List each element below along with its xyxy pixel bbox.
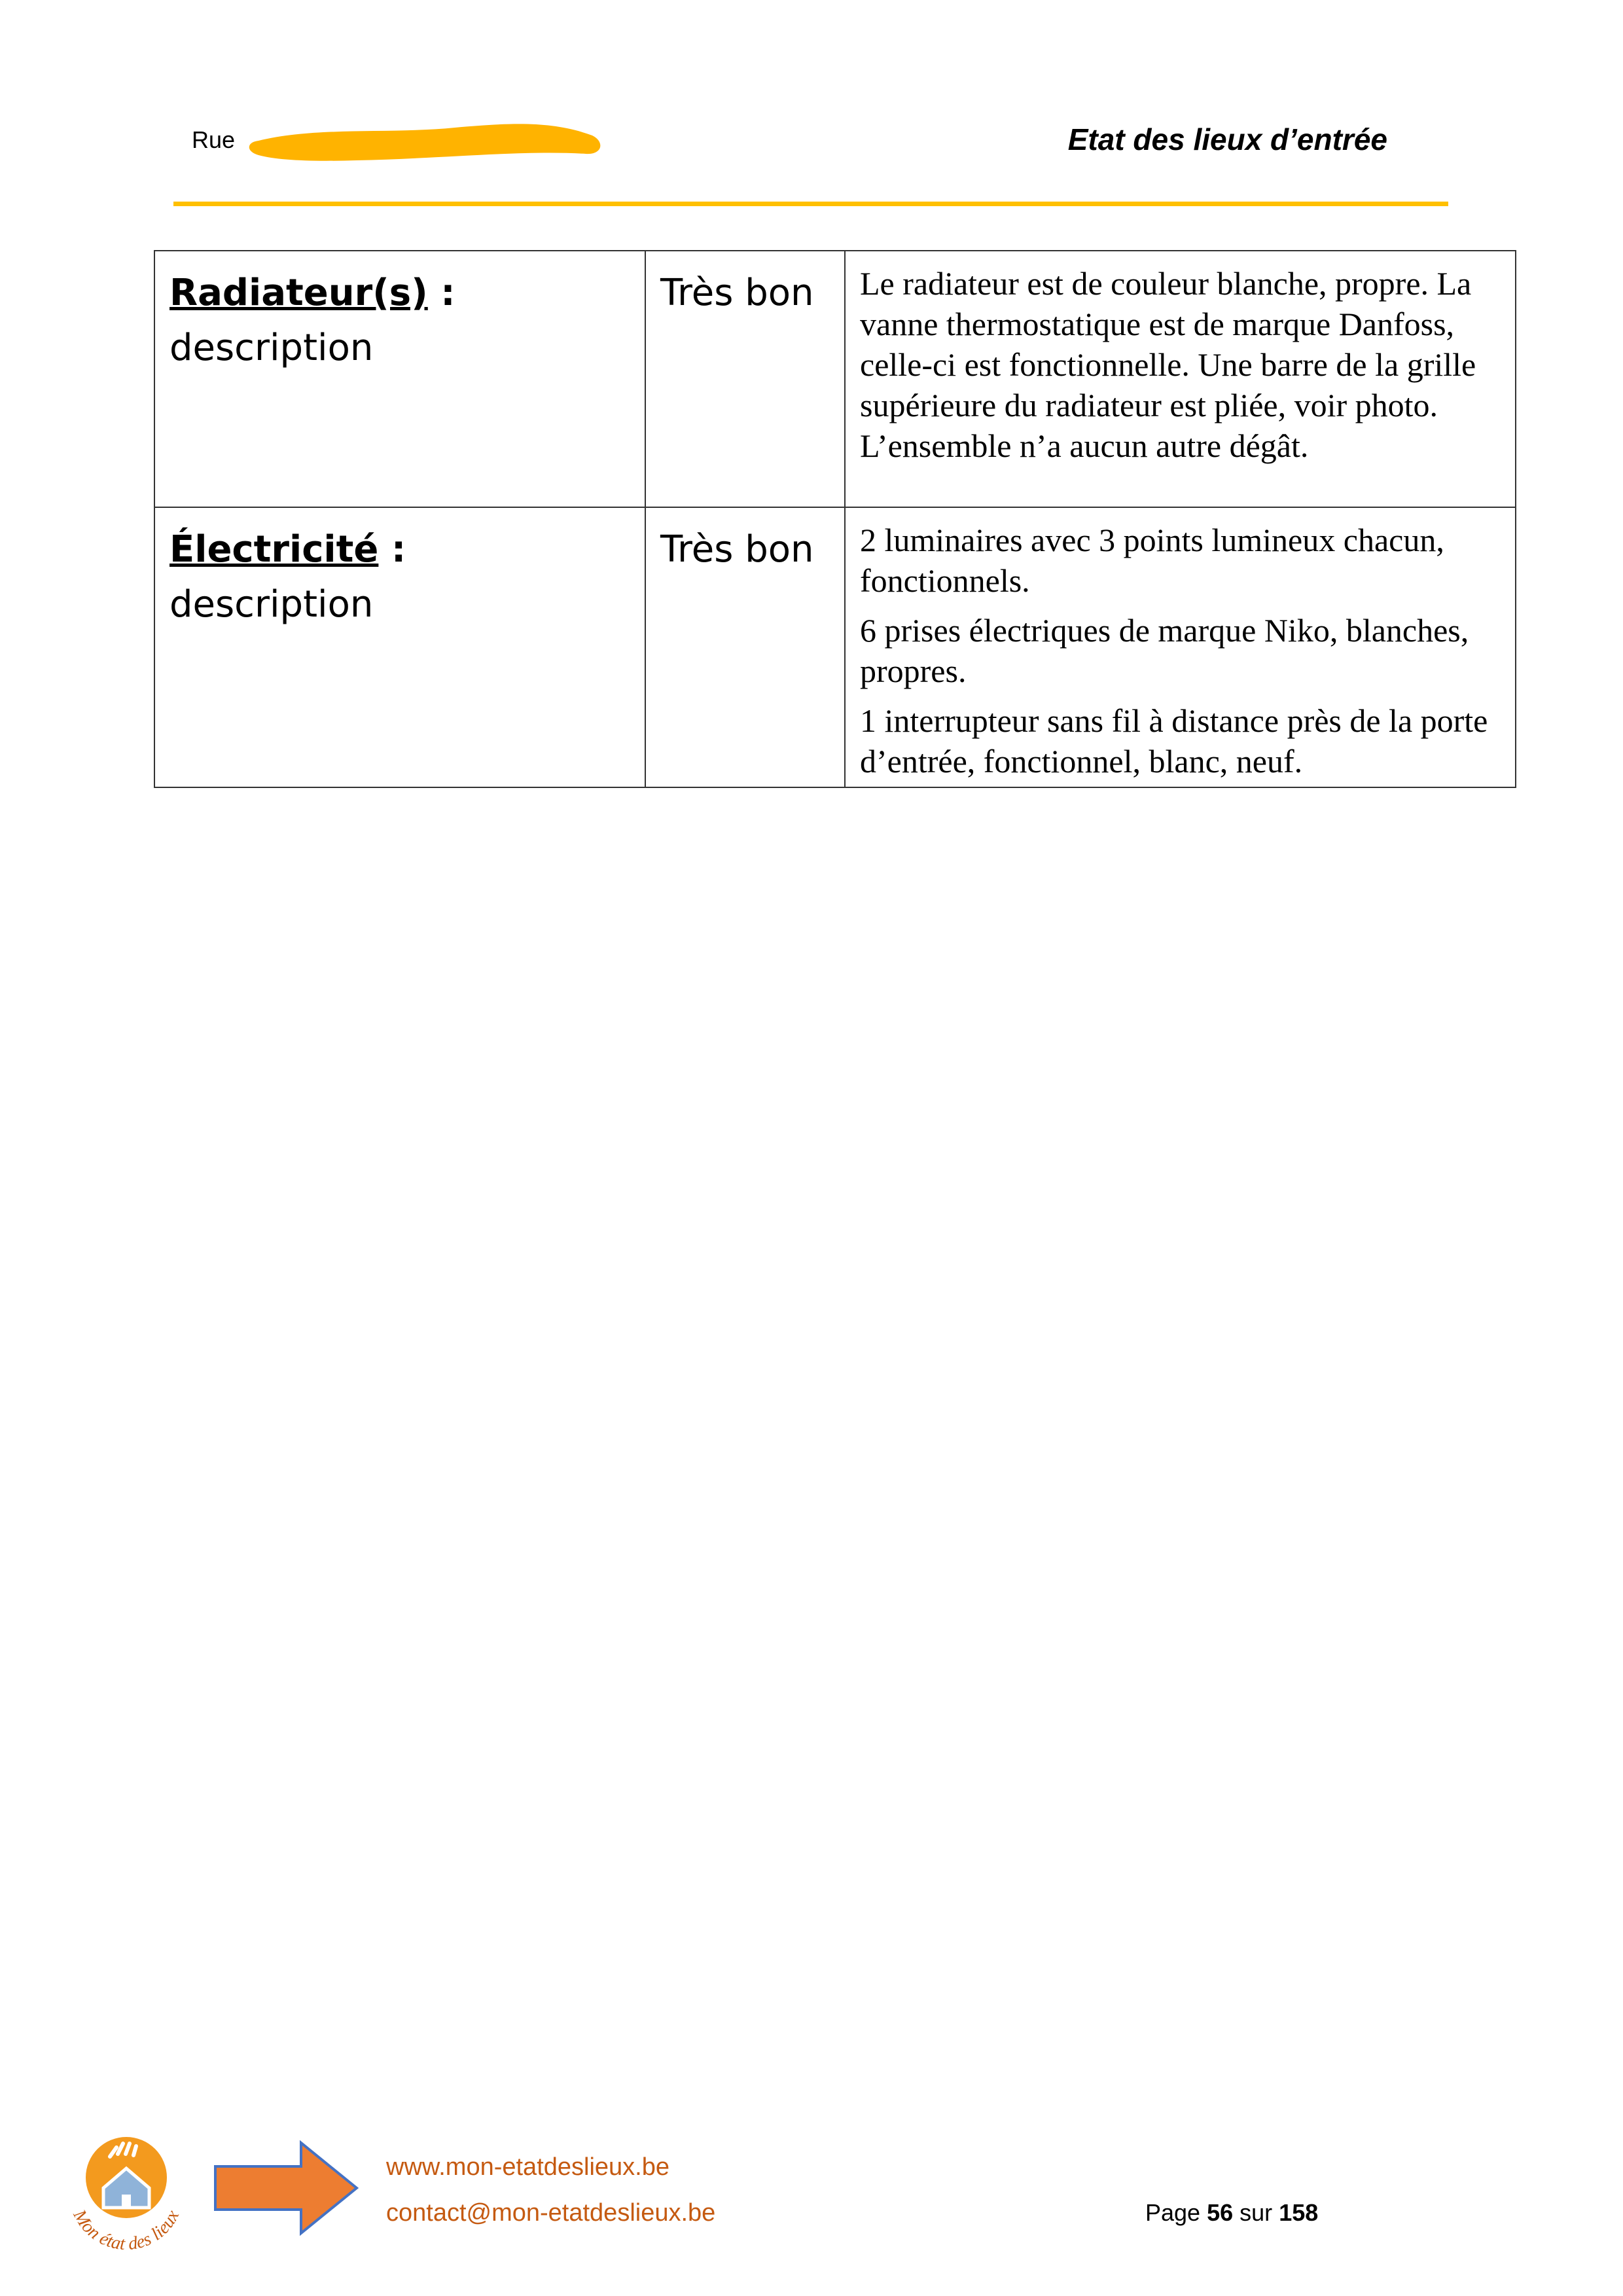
description-paragraph: 6 prises électriques de marque Niko, blanches, propres. xyxy=(860,612,1469,689)
table-row xyxy=(154,251,1516,507)
state-cell xyxy=(645,507,845,787)
state-value: Très bon xyxy=(660,528,814,571)
element-title: Radiateur(s) xyxy=(169,272,428,314)
element-title-suffix: : xyxy=(378,528,406,571)
page-label: Page xyxy=(1145,2199,1201,2226)
header-divider xyxy=(173,202,1448,206)
address-prefix: Rue xyxy=(192,126,236,153)
description-cell xyxy=(845,251,1516,507)
website-link[interactable]: www.mon-etatdeslieux.be xyxy=(386,2153,669,2181)
email-link[interactable]: contact@mon-etatdeslieux.be xyxy=(386,2199,716,2227)
document-title: Etat des lieux d’entrée xyxy=(1067,122,1387,156)
element-subtitle: description xyxy=(169,583,374,626)
state-value: Très bon xyxy=(660,272,814,314)
state-cell xyxy=(645,251,845,507)
redaction-scribble xyxy=(239,108,612,168)
description-cell xyxy=(845,507,1516,787)
page-current: 56 xyxy=(1207,2199,1234,2226)
page-sep: sur xyxy=(1240,2199,1273,2226)
description-paragraph: 2 luminaires avec 3 points lumineux chacun, fonctionnels. xyxy=(860,522,1444,599)
header-address xyxy=(192,126,235,154)
element-title: Électricité xyxy=(169,528,379,571)
element-cell xyxy=(154,251,645,507)
description-paragraph: 1 interrupteur sans fil à distance près de la porte d’entrée, fonctionnel, blanc, neuf. xyxy=(860,702,1488,780)
logo-text: Mon état des lieux xyxy=(69,2206,184,2255)
inventory-table xyxy=(154,250,1516,788)
element-title-suffix: : xyxy=(427,272,455,314)
page-number xyxy=(1145,2199,1318,2227)
table-row xyxy=(154,507,1516,787)
element-subtitle: description xyxy=(169,327,374,369)
company-logo xyxy=(58,2130,195,2268)
arrow-right-icon xyxy=(213,2139,360,2237)
description-paragraph: Le radiateur est de couleur blanche, propre. La vanne thermostatique est de marque Danfoss, celle-ci est fonctionnelle. Une barre de la grille supérieure du radiateur est pliée, voir photo. L’ensemble n’a aucun autre dégât. xyxy=(860,265,1476,464)
element-cell xyxy=(154,507,645,787)
page-total: 158 xyxy=(1279,2199,1319,2226)
